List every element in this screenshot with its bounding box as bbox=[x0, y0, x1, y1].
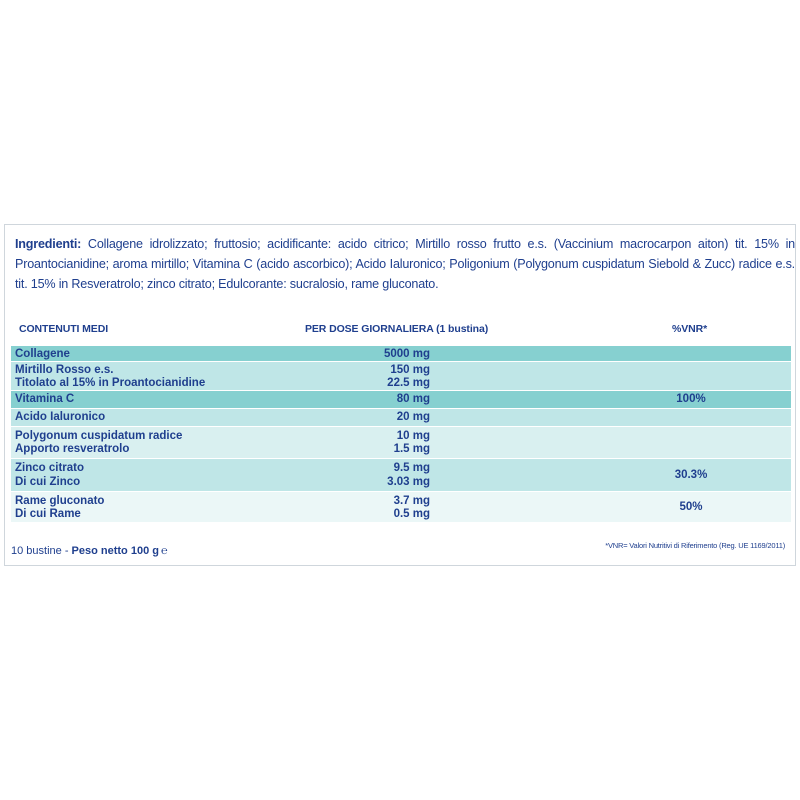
estimated-sign-icon: ℮ bbox=[160, 545, 168, 557]
row-subname: Titolato al 15% in Proantocianidine bbox=[15, 377, 206, 389]
ingredients-paragraph bbox=[15, 234, 795, 294]
table-row bbox=[11, 390, 791, 408]
row-vnr: 100% bbox=[676, 393, 706, 405]
vnr-footnote: *VNR= Valori Nutritivi di Riferimento (Reg. UE 1169/2011) bbox=[605, 541, 785, 550]
row-subname: Apporto resveratrolo bbox=[15, 443, 130, 455]
nutrition-table bbox=[11, 345, 791, 522]
label-panel bbox=[4, 224, 796, 566]
row-name: Rame gluconato bbox=[15, 495, 105, 507]
package-count: 10 bustine - bbox=[11, 545, 72, 557]
table-row bbox=[11, 458, 791, 491]
net-weight: Peso netto 100 g bbox=[71, 545, 159, 557]
row-dose: 150 mg bbox=[390, 364, 430, 376]
row-subname: Di cui Rame bbox=[15, 508, 81, 520]
row-subname: Di cui Zinco bbox=[15, 476, 81, 488]
row-name: Polygonum cuspidatum radice bbox=[15, 430, 183, 442]
row-dose: 3.7 mg bbox=[393, 495, 430, 507]
package-info bbox=[11, 545, 168, 557]
header-contenuti-medi: CONTENUTI MEDI bbox=[19, 323, 109, 335]
row-dose: 9.5 mg bbox=[393, 462, 430, 474]
table-row bbox=[11, 361, 791, 390]
row-dose: 10 mg bbox=[396, 430, 430, 442]
row-subdose: 3.03 mg bbox=[387, 476, 430, 488]
row-dose: 20 mg bbox=[396, 411, 430, 423]
row-subdose: 0.5 mg bbox=[393, 508, 430, 520]
row-name: Collagene bbox=[15, 348, 70, 360]
header-dose-giornaliera: PER DOSE GIORNALIERA (1 bustina) bbox=[305, 323, 489, 335]
table-row bbox=[11, 491, 791, 522]
row-vnr: 30.3% bbox=[674, 469, 708, 481]
header-vnr: %VNR* bbox=[672, 323, 708, 335]
table-row bbox=[11, 345, 791, 361]
row-dose: 80 mg bbox=[396, 393, 430, 405]
ingredients-label: Ingredienti: bbox=[15, 237, 82, 251]
table-row bbox=[11, 426, 791, 458]
row-name: Zinco citrato bbox=[15, 462, 85, 474]
row-name: Vitamina C bbox=[15, 393, 75, 405]
row-dose: 5000 mg bbox=[383, 348, 430, 360]
ingredients-text: Collagene idrolizzato; fruttosio; acidificante: acido citrico; Mirtillo rosso frutto e.s. (Vaccinium macrocarpon aiton) tit. 15% in Proantocianidine; aroma mirtillo; Vitamina C (acido ascorbico); Acido Ialuronico; Poligonium (Polygonum cuspidatum Siebold & Zucc) radice e.s. tit. 15% in Resveratrolo; zinco citrato; Edulcorante: sucralosio, rame gluconato. bbox=[15, 237, 795, 291]
row-vnr: 50% bbox=[679, 501, 703, 513]
row-name: Mirtillo Rosso e.s. bbox=[15, 364, 114, 376]
row-subdose: 1.5 mg bbox=[393, 443, 430, 455]
row-name: Acido Ialuronico bbox=[15, 411, 106, 423]
row-subdose: 22.5 mg bbox=[387, 377, 430, 389]
table-row bbox=[11, 408, 791, 426]
